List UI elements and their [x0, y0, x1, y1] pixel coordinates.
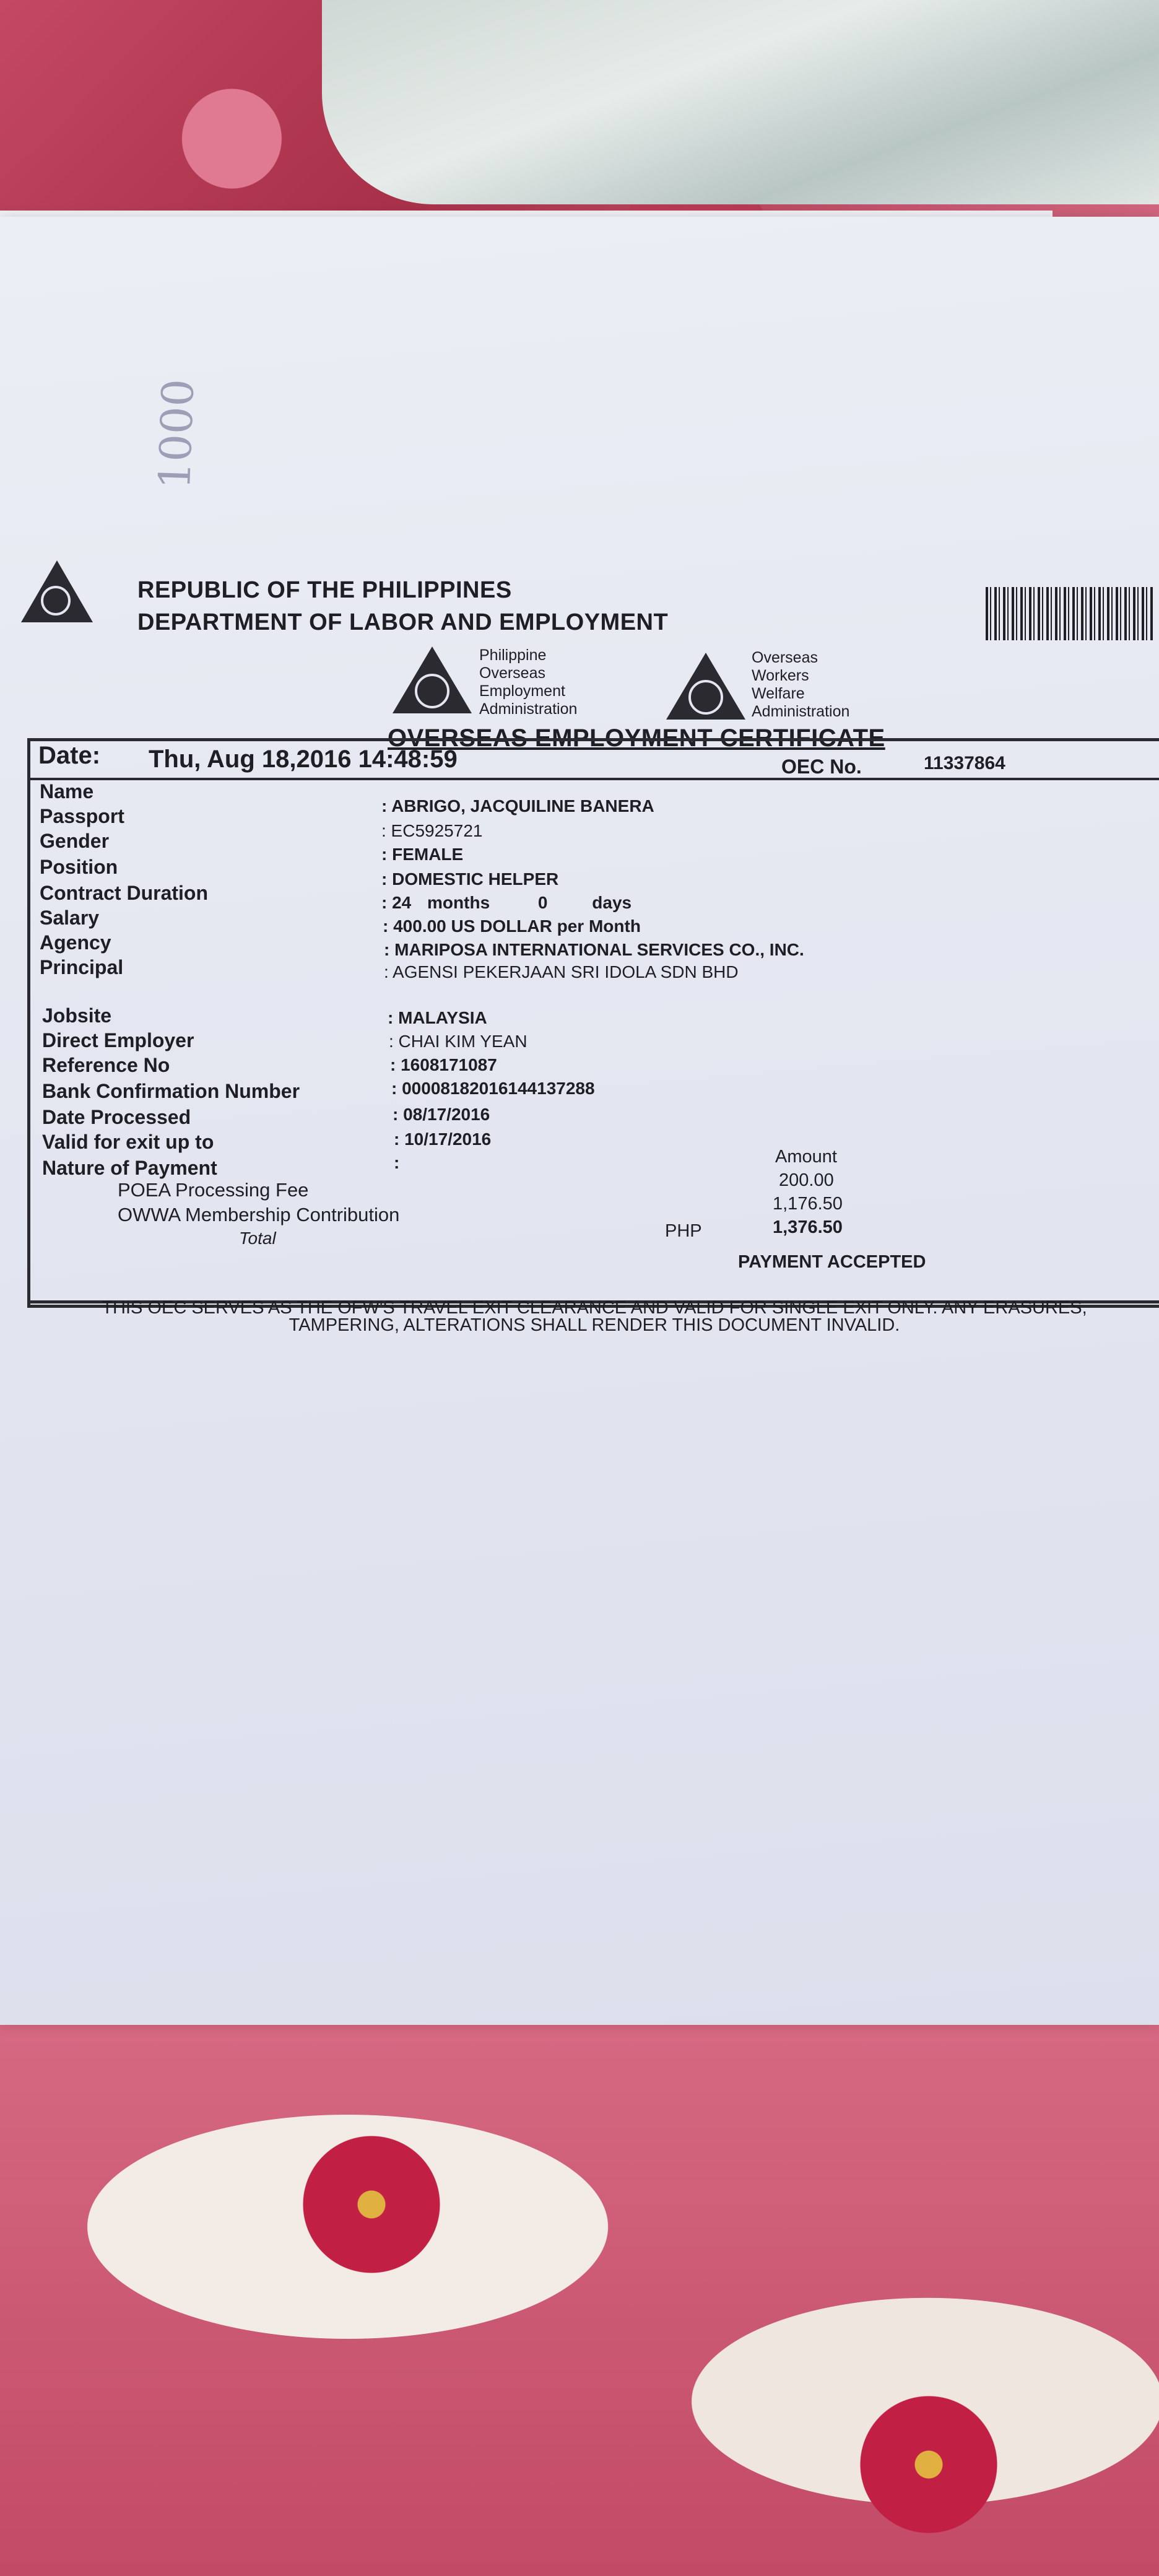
name-value: : ABRIGO, JACQUILINE BANERA: [381, 796, 654, 816]
contract-label: Contract Duration: [40, 882, 208, 904]
principal-label: Principal: [40, 956, 124, 978]
oec-label: OEC No.: [781, 755, 862, 778]
gender-value: : FEMALE: [381, 845, 464, 864]
department-heading: DEPARTMENT OF LABOR AND EMPLOYMENT: [137, 609, 669, 635]
contract-months-number: : 24: [381, 893, 412, 912]
owwa-name: Overseas Workers Welfare Administration: [752, 649, 850, 720]
poea-fee-label: POEA Processing Fee: [118, 1179, 309, 1201]
certificate-title: OVERSEAS EMPLOYMENT CERTIFICATE: [388, 724, 885, 752]
name-label: Name: [40, 780, 94, 803]
position-value: : DOMESTIC HELPER: [381, 869, 559, 889]
republic-heading: REPUBLIC OF THE PHILIPPINES: [137, 577, 512, 603]
agency-value: : MARIPOSA INTERNATIONAL SERVICES CO., INC.: [384, 940, 804, 959]
poea-fee-amount: 200.00: [779, 1170, 834, 1190]
contract-months-unit: months: [427, 893, 490, 912]
footer-line-2: TAMPERING, ALTERATIONS SHALL RENDER THIS DOCUMENT INVALID.: [289, 1315, 900, 1335]
passport-label: Passport: [40, 805, 124, 827]
nature-label: Nature of Payment: [42, 1157, 217, 1179]
agency-label: Agency: [40, 931, 111, 954]
flower-pattern-icon: [854, 2390, 1003, 2539]
date-value: Thu, Aug 18,2016 14:48:59: [149, 746, 458, 773]
owwa-seal-icon: [688, 680, 723, 715]
dole-seal-icon: [41, 586, 71, 616]
poea-name: Philippine Overseas Employment Administration: [479, 646, 578, 718]
processed-value: : 08/17/2016: [393, 1105, 490, 1124]
salary-value: : 400.00 US DOLLAR per Month: [383, 916, 641, 936]
employer-value: : CHAI KIM YEAN: [389, 1032, 527, 1051]
reference-value: : 1608171087: [390, 1055, 497, 1074]
position-label: Position: [40, 856, 118, 878]
footer-line-1: THIS OEC SERVES AS THE OFW'S TRAVEL EXIT CLEARANCE AND VALID FOR SINGLE EXIT ONLY. ANY ERASURES,: [102, 1298, 1087, 1318]
valid-label: Valid for exit up to: [42, 1131, 214, 1153]
processed-label: Date Processed: [42, 1106, 191, 1128]
principal-value: : AGENSI PEKERJAAN SRI IDOLA SDN BHD: [384, 962, 739, 981]
owwa-fee-amount: 1,176.50: [773, 1194, 843, 1214]
barcode-icon: [986, 587, 1154, 640]
employer-label: Direct Employer: [42, 1029, 194, 1051]
gender-label: Gender: [40, 830, 110, 852]
handwritten-note: 1000: [149, 378, 204, 490]
background-fabric-bottom: [0, 1994, 1159, 2576]
date-label: Date:: [38, 742, 101, 769]
reference-label: Reference No: [42, 1054, 170, 1076]
nature-value: :: [394, 1153, 400, 1172]
salary-label: Salary: [40, 907, 100, 929]
amount-header: Amount: [775, 1147, 837, 1167]
poea-seal-icon: [415, 674, 449, 708]
date-row-divider: [27, 778, 1159, 780]
jobsite-label: Jobsite: [42, 1004, 112, 1027]
owwa-fee-label: OWWA Membership Contribution: [118, 1204, 400, 1225]
payment-status: PAYMENT ACCEPTED: [738, 1252, 926, 1272]
jobsite-value: : MALAYSIA: [388, 1008, 487, 1027]
passport-value: : EC5925721: [381, 821, 483, 840]
contract-days-unit: days: [592, 893, 632, 912]
contract-days-number: 0: [537, 893, 548, 912]
valid-value: : 10/17/2016: [394, 1129, 492, 1149]
oec-number: 11337864: [924, 753, 1005, 773]
contract-value: [381, 893, 632, 913]
total-amount: 1,376.50: [773, 1217, 843, 1237]
bank-value: : 00008182016144137288: [391, 1079, 595, 1098]
total-label: Total: [239, 1229, 276, 1248]
currency-label: PHP: [665, 1221, 702, 1241]
bank-label: Bank Confirmation Number: [42, 1080, 300, 1102]
flower-pattern-icon: [297, 2130, 446, 2279]
